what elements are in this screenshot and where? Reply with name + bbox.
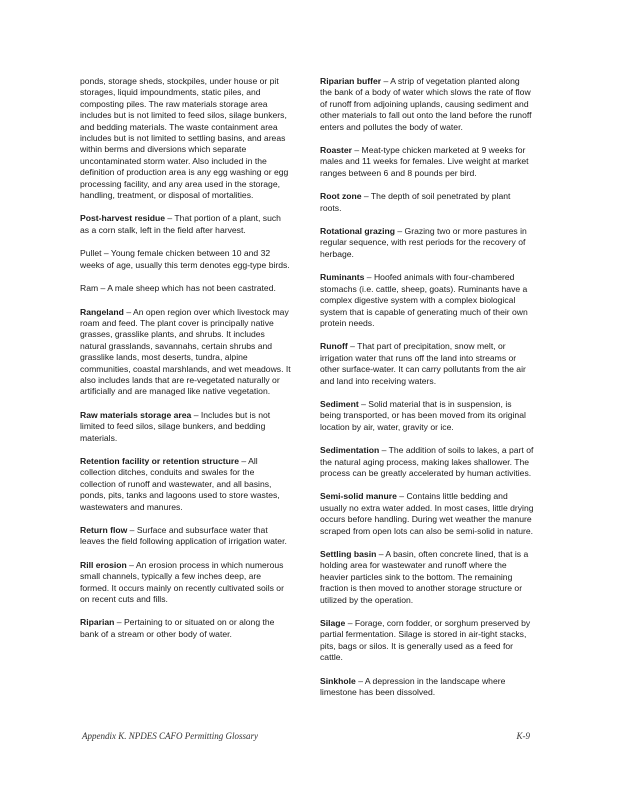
glossary-definition: – An erosion process in which numerous small channels, typically a few inches deep, are formed. It occurs mainly on recently cultivated soils or on recent cuts and fills. <box>80 559 284 605</box>
glossary-definition: – The depth of soil penetrated by plant roots. <box>320 191 511 213</box>
glossary-definition: – Grazing two or more pastures in regular sequence, with rest periods for the recovery of herbage. <box>320 226 527 259</box>
glossary-term: Riparian <box>80 617 115 628</box>
glossary-definition: – Includes but is not limited to feed silos, silage bunkers, and bedding materials. <box>80 409 271 443</box>
glossary-definition: – The addition of soils to lakes, a part of the natural aging process, making lakes shallower. The process can be greatly accelerated by human activities. <box>320 445 534 478</box>
glossary-entry <box>80 76 292 201</box>
glossary-term: Rotational grazing <box>320 226 395 237</box>
glossary-definition: – Contains little bedding and usually no extra water added. In most cases, little drying occurs before handling. During wet weather the manure scraped from open lots can also be semi-solid in nature. <box>320 491 534 536</box>
glossary-definition: – All collection ditches, conduits and swales for the collection of runoff and wastewater, and all basins, ponds, pits, tanks and lagoons used to store wastes, wastewaters and manures. <box>80 455 280 512</box>
glossary-term: Silage <box>320 618 346 629</box>
glossary-entry <box>320 341 534 387</box>
glossary-definition: – Surface and subsurface water that leaves the field following application of irrigation water. <box>80 525 287 547</box>
glossary-definition: – An open region over which livestock may roam and feed. The plant cover is principally native grasses, grasslike plants, and shrubs. It includes natural grasslands, savannahs, certain shrubs and grasslike lands, most deserts, tundra, alpine communities, coastal marshlands, and wet meadows. It also includes lands that are re-vegetated naturally or artificially and are managed like native vegetation. <box>80 306 291 397</box>
page-footer <box>82 731 530 741</box>
glossary-entry <box>320 399 534 433</box>
glossary-definition: Pullet – Young female chicken between 10 and 32 weeks of age, usually this term denotes egg-type birds. <box>80 248 290 270</box>
glossary-entry <box>320 676 534 699</box>
glossary-term: Retention facility or retention structure <box>80 455 240 466</box>
glossary-term: Semi-solid manure <box>320 491 397 502</box>
glossary-term: Roaster <box>320 145 352 156</box>
glossary-entry <box>320 191 534 214</box>
glossary-entry <box>80 456 292 513</box>
glossary-term: Raw materials storage area <box>80 409 192 420</box>
glossary-definition: – That portion of a plant, such as a corn stalk, left in the field after harvest. <box>80 213 281 235</box>
page-number: K-9 <box>516 731 530 741</box>
glossary-definition: – Solid material that is in suspension, is being transported, or has been moved from its original location by air, water, gravity or ice. <box>320 398 526 432</box>
right-column <box>320 76 534 710</box>
glossary-entry <box>80 410 292 444</box>
glossary-term: Rangeland <box>80 306 124 317</box>
glossary-definition: – Pertaining to or situated on or along the bank of a stream or other body of water. <box>80 617 275 639</box>
glossary-definition: – Forage, corn fodder, or sorghum preserved by partial fermentation. Silage is stored in air-tight stacks, pits, bags or silos. It is generally used as a feed for cattle. <box>320 618 531 663</box>
glossary-entry <box>80 617 292 640</box>
glossary-entry <box>320 145 534 179</box>
glossary-entry <box>80 525 292 548</box>
glossary-term: Rill erosion <box>80 559 127 570</box>
glossary-definition: – Hoofed animals with four-chambered stomachs (i.e. cattle, sheep, goats). Ruminants have a complex digestive system with a complex biological system that is capable of generating much of their own protein needs. <box>320 272 528 328</box>
glossary-definition: – A basin, often concrete lined, that is a holding area for wastewater and runoff where the heavier particles sink to the bottom. The remaining fraction is then moved to another storage structure or utilized by the operation. <box>320 549 529 605</box>
glossary-entry <box>80 248 292 271</box>
glossary-term: Ruminants <box>320 272 365 283</box>
glossary-entry <box>320 226 534 260</box>
glossary-entry <box>320 76 534 133</box>
glossary-term: Settling basin <box>320 549 377 559</box>
glossary-entry <box>320 549 534 606</box>
glossary-term: Sedimentation <box>320 445 380 456</box>
glossary-entry <box>320 445 534 479</box>
glossary-term: Runoff <box>320 341 348 352</box>
glossary-term: Post-harvest residue <box>80 213 166 224</box>
footer-title: Appendix K. NPDES CAFO Permitting Glossary <box>82 731 258 741</box>
glossary-term: Sediment <box>320 398 359 409</box>
glossary-term: Riparian buffer <box>320 76 382 86</box>
glossary-entry <box>320 618 534 664</box>
glossary-entry <box>80 213 292 236</box>
glossary-term: Return flow <box>80 525 128 535</box>
glossary-entry <box>80 307 292 398</box>
glossary-entry <box>80 560 292 606</box>
glossary-entry <box>320 491 534 537</box>
glossary-definition: – Meat-type chicken marketed at 9 weeks for males and 11 weeks for females. Live weight at market ranges between 6 and 8 pounds per bird. <box>320 145 529 178</box>
left-column <box>80 76 292 652</box>
glossary-definition: – A strip of vegetation planted along the bank of a body of water which slows the rate of flow of runoff from adjoining uplands, causing sediment and other materials to fall out onto the land before the runoff enters and pollutes the body of water. <box>320 76 532 132</box>
glossary-definition: Ram – A male sheep which has not been castrated. <box>80 283 276 294</box>
glossary-term: Sinkhole <box>320 675 356 686</box>
glossary-entry <box>320 272 534 329</box>
glossary-definition: – That part of precipitation, snow melt, or irrigation water that runs off the land into streams or other surface-water. It can carry pollutants from the air and land into receiving waters. <box>320 341 526 386</box>
glossary-entry <box>80 283 292 294</box>
glossary-definition: – A depression in the landscape where limestone has been dissolved. <box>320 675 506 698</box>
glossary-definition: ponds, storage sheds, stockpiles, under house or pit storages, liquid impoundments, static piles, and composting piles. The raw materials storage area includes but is not limited to feed silos, silage bunkers, and bedding materials. The waste containment area includes but is not limited to settling basins, and areas within berms and diversions which separate uncontaminated storm water. Also included in the definition of production area is any egg washing or egg processing facility, and any area used in the storage, handling, treatment, or disposal of mortalities. <box>80 76 289 201</box>
glossary-term: Root zone <box>320 191 362 202</box>
